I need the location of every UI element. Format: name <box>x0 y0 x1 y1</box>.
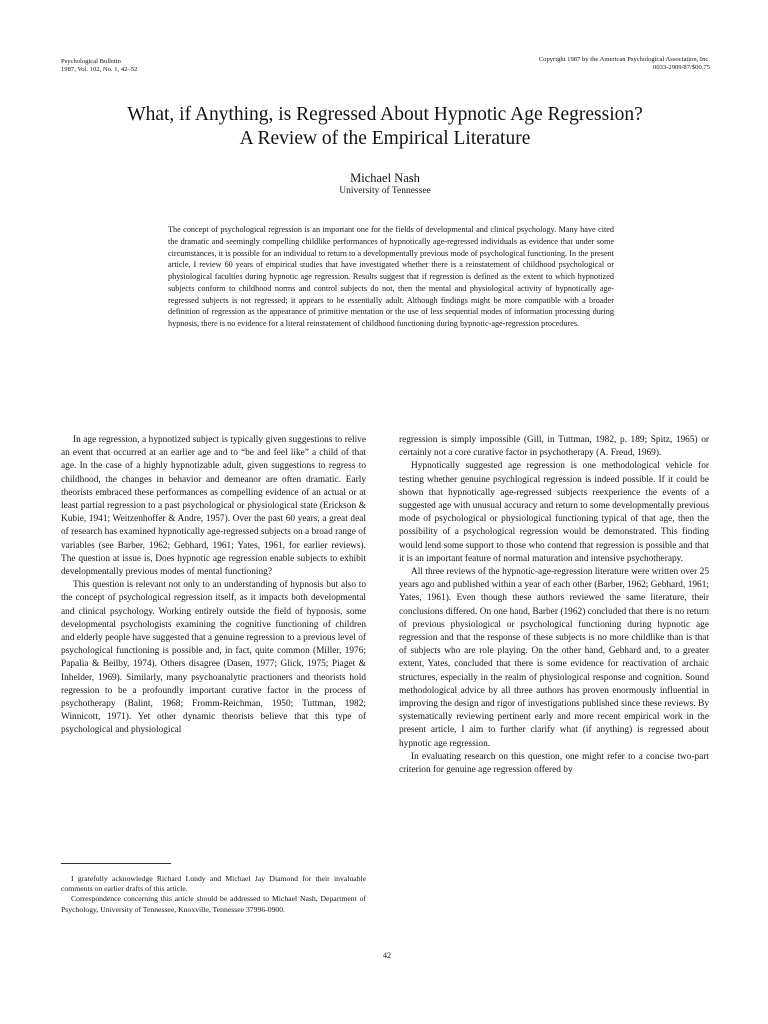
paragraph: Hypnotically suggested age regression is one methodological vehicle for testing whether genuine psychlogical regression is indeed possible. If it could be shown that hypnotically age-regressed subjects reexperience the events of a suggested age with unusual accuracy and return to some developmentally previous mode of psychological or physiological functioning typical of that age, then the possibility of a psychological regression would be demonstrated. This finding would lend some support to those who contend that regression is possible and that it is an important feature of normal maturation and intensive psychotherapy. <box>399 461 709 564</box>
correspondence-footnote: Correspondence concerning this article should be addressed to Michael Nash, Department of Psychology, University of Tennessee, Knoxville, Tennessee 37996-0900. <box>61 894 366 914</box>
paragraph: In age regression, a hypnotized subject is typically given suggestions to relive an event that occurred at an earlier age and to “be and feel like” a child of that age. In the case of a highly hypnotizable adult, given suggestions to regress to childhood, the changes in behavior and demeanor are often dramatic. Early theorists embraced these performances as compelling evidence of an actual or at least partial regression to a past psychological or physiological state (Erickson & Kubie, 1941; Weitzenhoffer & Andre, 1957). Over the past 60 years, a great deal of research has examined hypnotically age-regressed subjects on a broad range of variables (see Barber, 1962; Gebhard, 1961; Yates, 1961, for earlier reviews). The question at issue is, Does hypnotic age regression enable subjects to exhibit developmentally previous modes of mental functioning? <box>61 435 366 578</box>
author-name: Michael Nash <box>350 171 420 185</box>
title-line-1: What, if Anything, is Regressed About Hypnotic Age Regression? <box>127 104 643 125</box>
page-number: 42 <box>383 951 391 960</box>
paragraph: This question is relevant not only to an understanding of hypnosis but also to the concept of psychological regression itself, as it impacts both developmental and clinical psychology. Working entirely outside the field of hypnosis, some developmental psychologists examining the cognitive functioning of children and elderly people have suggested that a genuine regression to a previous level of psychological functioning is possible and, in fact, quite common (Miller, 1976; Papalia & Beilby, 1974). Others disagree (Dasen, 1977; Glick, 1975; Piaget & Inhelder, 1969). Similarly, many psychoanalytic practioners and theorists hold regression to be a profoundly important curative factor in the process of psychotherapy (Balint, 1968; Fromm-Reichman, 1950; Tuttman, 1982; Winnicott, 1971). Yet other dynamic theorists believe that this type of psychological and physiological <box>61 580 366 736</box>
acknowledgment-footnote: I gratefully acknowledge Richard Lundy and Michael Jay Diamond for their invaluable comments on earlier drafts of this article. <box>61 874 366 894</box>
footnotes <box>61 874 366 915</box>
author-affiliation: University of Tennessee <box>339 186 431 196</box>
paragraph: In evaluating research on this question, one might refer to a concise two-part criterion for genuine age regression offered by <box>399 751 709 776</box>
journal-citation <box>61 58 137 74</box>
title-line-2: A Review of the Empirical Literature <box>239 128 531 149</box>
footnote-divider <box>61 863 171 864</box>
article-title <box>60 103 710 151</box>
copyright-line: Copyright 1987 by the American Psychological Association, Inc. <box>538 56 710 63</box>
copyright-notice <box>470 56 710 72</box>
body-column-left <box>61 434 366 738</box>
paragraph: All three reviews of the hypnotic-age-regression literature were written over 25 years ago and published within a year of each other (Barber, 1962; Gebhard, 1961; Yates, 1961). Even though these authors reviewed the same literature, their conclusions differed. On one hand, Barber (1962) concluded that there is no return of previous physiological or psychological functioning during hypnotic age regression and that the response of these subjects is no more childlike than is that of subjects who are role playing. On the other hand, Gebhard and, to a greater extent, Yates, concluded that there is some evidence for reactivation of archaic structures, especially in the realm of physiological response and cognition. Sound methodological advice by all three authors has proven enormously influential in improving the design and rigor of investigations published since these reviews. By systematically reviewing pertinent early and more recent empirical work in the present article, I aim to further clarify what (if anything) is regressed about hypnotic age regression. <box>399 567 709 749</box>
journal-name: Psychological Bulletin <box>61 58 121 65</box>
issn-price: 0033-2909/87/$00.75 <box>653 64 710 71</box>
body-column-right <box>399 434 709 777</box>
journal-volume: 1987, Vol. 102, No. 1, 42–52 <box>61 66 138 73</box>
paragraph: regression is simply impossible (Gill, in Tuttman, 1982, p. 189; Spitz, 1965) or certainly not a core curative factor in psychotherapy (A. Freud, 1969). <box>399 435 709 459</box>
abstract: The concept of psychological regression is an important one for the fields of developmental and clinical psychology. Many have cited the dramatic and seemingly compelling childlike performances of hypnotically age-regressed individuals as evidence that under some circumstances, it is possible for an individual to return to a developmentally previous mode of psychological functioning. In the present article, I review 60 years of empirical studies that have investigated whether there is a reinstatement of childhood psychological or physiological faculties during hypnotic age regression. Results suggest that if regression is defined as the extent to which hypnotized subjects conform to childhood norms and control subjects do not, then the mental and physiological activity of hypnotically age-regressed subjects is not regressed; it appears to be essentially adult. Although findings might be more compatible with a broader definition of regression as the appearance of primitive mentation or the use of less sequential modes of information processing during hypnosis, there is no evidence for a literal reinstatement of childhood functioning during hypnotic-age-regression procedures. <box>168 225 614 328</box>
